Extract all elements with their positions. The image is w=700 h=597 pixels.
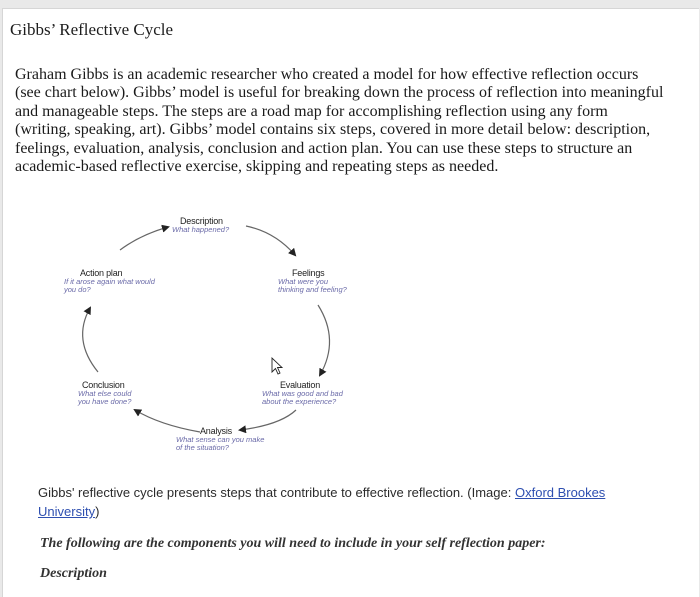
arrow-conclusion-to-actionplan: [83, 308, 98, 372]
step-evaluation: Evaluation What was good and bad about the experience?: [262, 380, 343, 406]
arrow-feelings-to-evaluation: [318, 305, 330, 375]
cursor-icon: [272, 358, 282, 374]
step-description: Description What happened?: [172, 216, 230, 234]
step-conclusion: Conclusion What else could you have done?: [78, 380, 132, 406]
gibbs-cycle-diagram: [60, 200, 400, 470]
step-analysis: Analysis What sense can you make of the situation?: [176, 426, 265, 452]
intro-paragraph: Graham Gibbs is an academic researcher who created a model for how effective reflection occurs (see chart below). Gibbs’ model is useful for breaking down the process of reflection into meaningful and manageable steps. The steps are a road map for accomplishing reflection using any form (writing, speaking, art). Gibbs’ model contains six steps, covered in more detail below: description, feelings, evaluation, analysis, conclusion and action plan. You can use these steps to structure an academic-based reflective exercise, skipping and repeating steps as needed.: [15, 66, 664, 176]
image-caption: [38, 483, 658, 521]
caption-text: Gibbs' reflective cycle presents steps that contribute to effective reflection. (Image:: [38, 485, 515, 500]
step-action-plan: Action plan If it arose again what would you do?: [64, 268, 155, 294]
arrow-actionplan-to-description: [120, 227, 168, 250]
components-heading: The following are the components you will need to include in your self reflection paper:: [40, 536, 546, 551]
page-title: Gibbs’ Reflective Cycle: [10, 20, 174, 39]
oxford-brookes-link[interactable]: Oxford Brookes University: [38, 485, 606, 519]
caption-suffix: ): [95, 504, 100, 519]
step-feelings: Feelings What were you thinking and feeling?: [278, 268, 347, 294]
description-heading: Description: [40, 566, 107, 581]
arrow-analysis-to-conclusion: [135, 410, 200, 432]
arrow-description-to-feelings: [246, 226, 295, 255]
